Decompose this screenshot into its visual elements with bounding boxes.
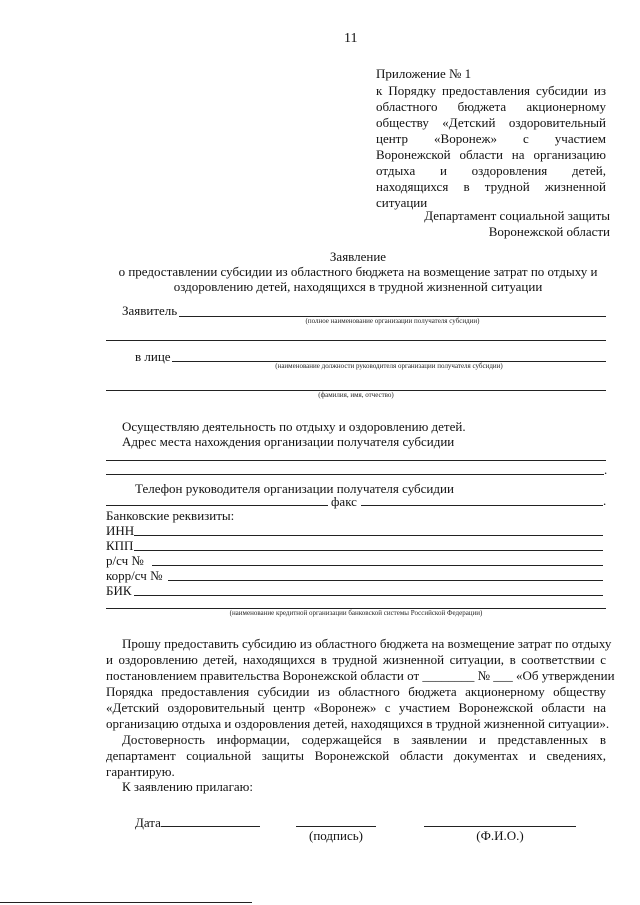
appendix-line: обществу «Детский оздоровительный bbox=[376, 115, 606, 130]
appendix-block bbox=[376, 66, 606, 211]
person-label: в лице bbox=[135, 349, 171, 364]
appendix-line: к Порядку предоставления субсидии из bbox=[376, 83, 606, 98]
address-field-line2[interactable] bbox=[106, 474, 604, 475]
paragraph-line: Порядка предоставления субсидии из областного бюджета акционерному обществу bbox=[106, 684, 606, 699]
paragraph-line: «Детский оздоровительный центр «Воронеж» с участием Воронежской области на bbox=[106, 700, 606, 715]
document-subtitle: оздоровлению детей, находящихся в трудной жизненной ситуации bbox=[173, 279, 543, 294]
activity-text: Осуществляю деятельность по отдыху и оздоровлению детей. bbox=[122, 419, 466, 434]
fax-label: факс bbox=[331, 494, 357, 509]
addressee-line: Департамент социальной защиты bbox=[424, 208, 610, 223]
applicant-field-line2[interactable] bbox=[106, 340, 606, 341]
appendix-line: центр «Воронеж» с участием bbox=[376, 131, 606, 146]
position-caption: (наименование должности руководителя организации получателя субсидии) bbox=[275, 362, 503, 370]
full-name-signature-caption: (Ф.И.О.) bbox=[476, 828, 524, 843]
phone-field[interactable] bbox=[106, 505, 328, 506]
paragraph-line: Достоверность информации, содержащейся в заявлении и представленных в bbox=[122, 732, 606, 747]
signature-caption: (подпись) bbox=[309, 828, 363, 843]
paragraph-line: гарантирую. bbox=[106, 764, 175, 779]
kpp-field[interactable] bbox=[134, 550, 603, 551]
applicant-caption: (полное наименование организации получателя субсидии) bbox=[305, 317, 480, 325]
dot: . bbox=[603, 493, 607, 508]
bank-title: Банковские реквизиты: bbox=[106, 508, 235, 523]
fax-field[interactable] bbox=[361, 505, 603, 506]
appendix-line: Воронежской области на организацию bbox=[376, 147, 606, 162]
address-label: Адрес места нахождения организации получателя субсидии bbox=[122, 434, 455, 449]
attachments-label: К заявлению прилагаю: bbox=[122, 779, 254, 794]
appendix-line: находящихся в трудной жизненной bbox=[376, 179, 606, 194]
account-field[interactable] bbox=[152, 565, 603, 566]
page-number: 11 bbox=[344, 31, 358, 46]
bik-field[interactable] bbox=[134, 595, 603, 596]
request-paragraph bbox=[106, 636, 615, 732]
inn-label: ИНН bbox=[106, 523, 135, 538]
account-label: р/сч № bbox=[106, 553, 144, 568]
bank-name-caption: (наименование кредитной организации банковской системы Российской Федерации) bbox=[229, 609, 483, 617]
paragraph-line: департамент социальной защиты Воронежской области документах и сведениях, bbox=[106, 748, 606, 763]
date-label: Дата bbox=[135, 815, 161, 830]
appendix-line: отдыха и оздоровления детей, bbox=[376, 163, 606, 178]
appendix-line: ситуации bbox=[376, 195, 428, 210]
document-subtitle: о предоставлении субсидии из областного бюджета на возмещение затрат по отдыху и bbox=[118, 264, 598, 279]
paragraph-line: и оздоровлению детей, находящихся в трудной жизненной ситуации, в соответствии с bbox=[106, 652, 606, 667]
paragraph-line: Прошу предоставить субсидию из областного бюджета на возмещение затрат по отдыху bbox=[122, 636, 612, 651]
address-field[interactable] bbox=[106, 460, 606, 461]
appendix-line: областного бюджета акционерному bbox=[376, 99, 606, 114]
guarantee-paragraph bbox=[106, 732, 606, 780]
corr-account-field[interactable] bbox=[168, 580, 603, 581]
addressee-line: Воронежской области bbox=[488, 224, 610, 239]
applicant-label: Заявитель bbox=[122, 303, 178, 318]
inn-field[interactable] bbox=[134, 535, 603, 536]
bik-label: БИК bbox=[106, 583, 132, 598]
kpp-label: КПП bbox=[106, 538, 134, 553]
footer-divider bbox=[0, 902, 252, 903]
signature-field[interactable] bbox=[296, 826, 376, 827]
full-name-caption: (фамилия, имя, отчество) bbox=[318, 391, 394, 399]
document-title: Заявление bbox=[329, 249, 387, 264]
date-field[interactable] bbox=[161, 826, 260, 827]
paragraph-line: организацию отдыха и оздоровления детей, находящихся в трудной жизненной ситуации». bbox=[106, 716, 610, 731]
corr-account-label: корр/сч № bbox=[106, 568, 163, 583]
full-name-signature-field[interactable] bbox=[424, 826, 576, 827]
phone-label: Телефон руководителя организации получателя субсидии bbox=[135, 481, 454, 496]
paragraph-line: постановлением правительства Воронежской области от ________ № ___ «Об утверждении bbox=[106, 668, 615, 683]
appendix-title: Приложение № 1 bbox=[376, 66, 472, 81]
dot: . bbox=[604, 462, 608, 477]
